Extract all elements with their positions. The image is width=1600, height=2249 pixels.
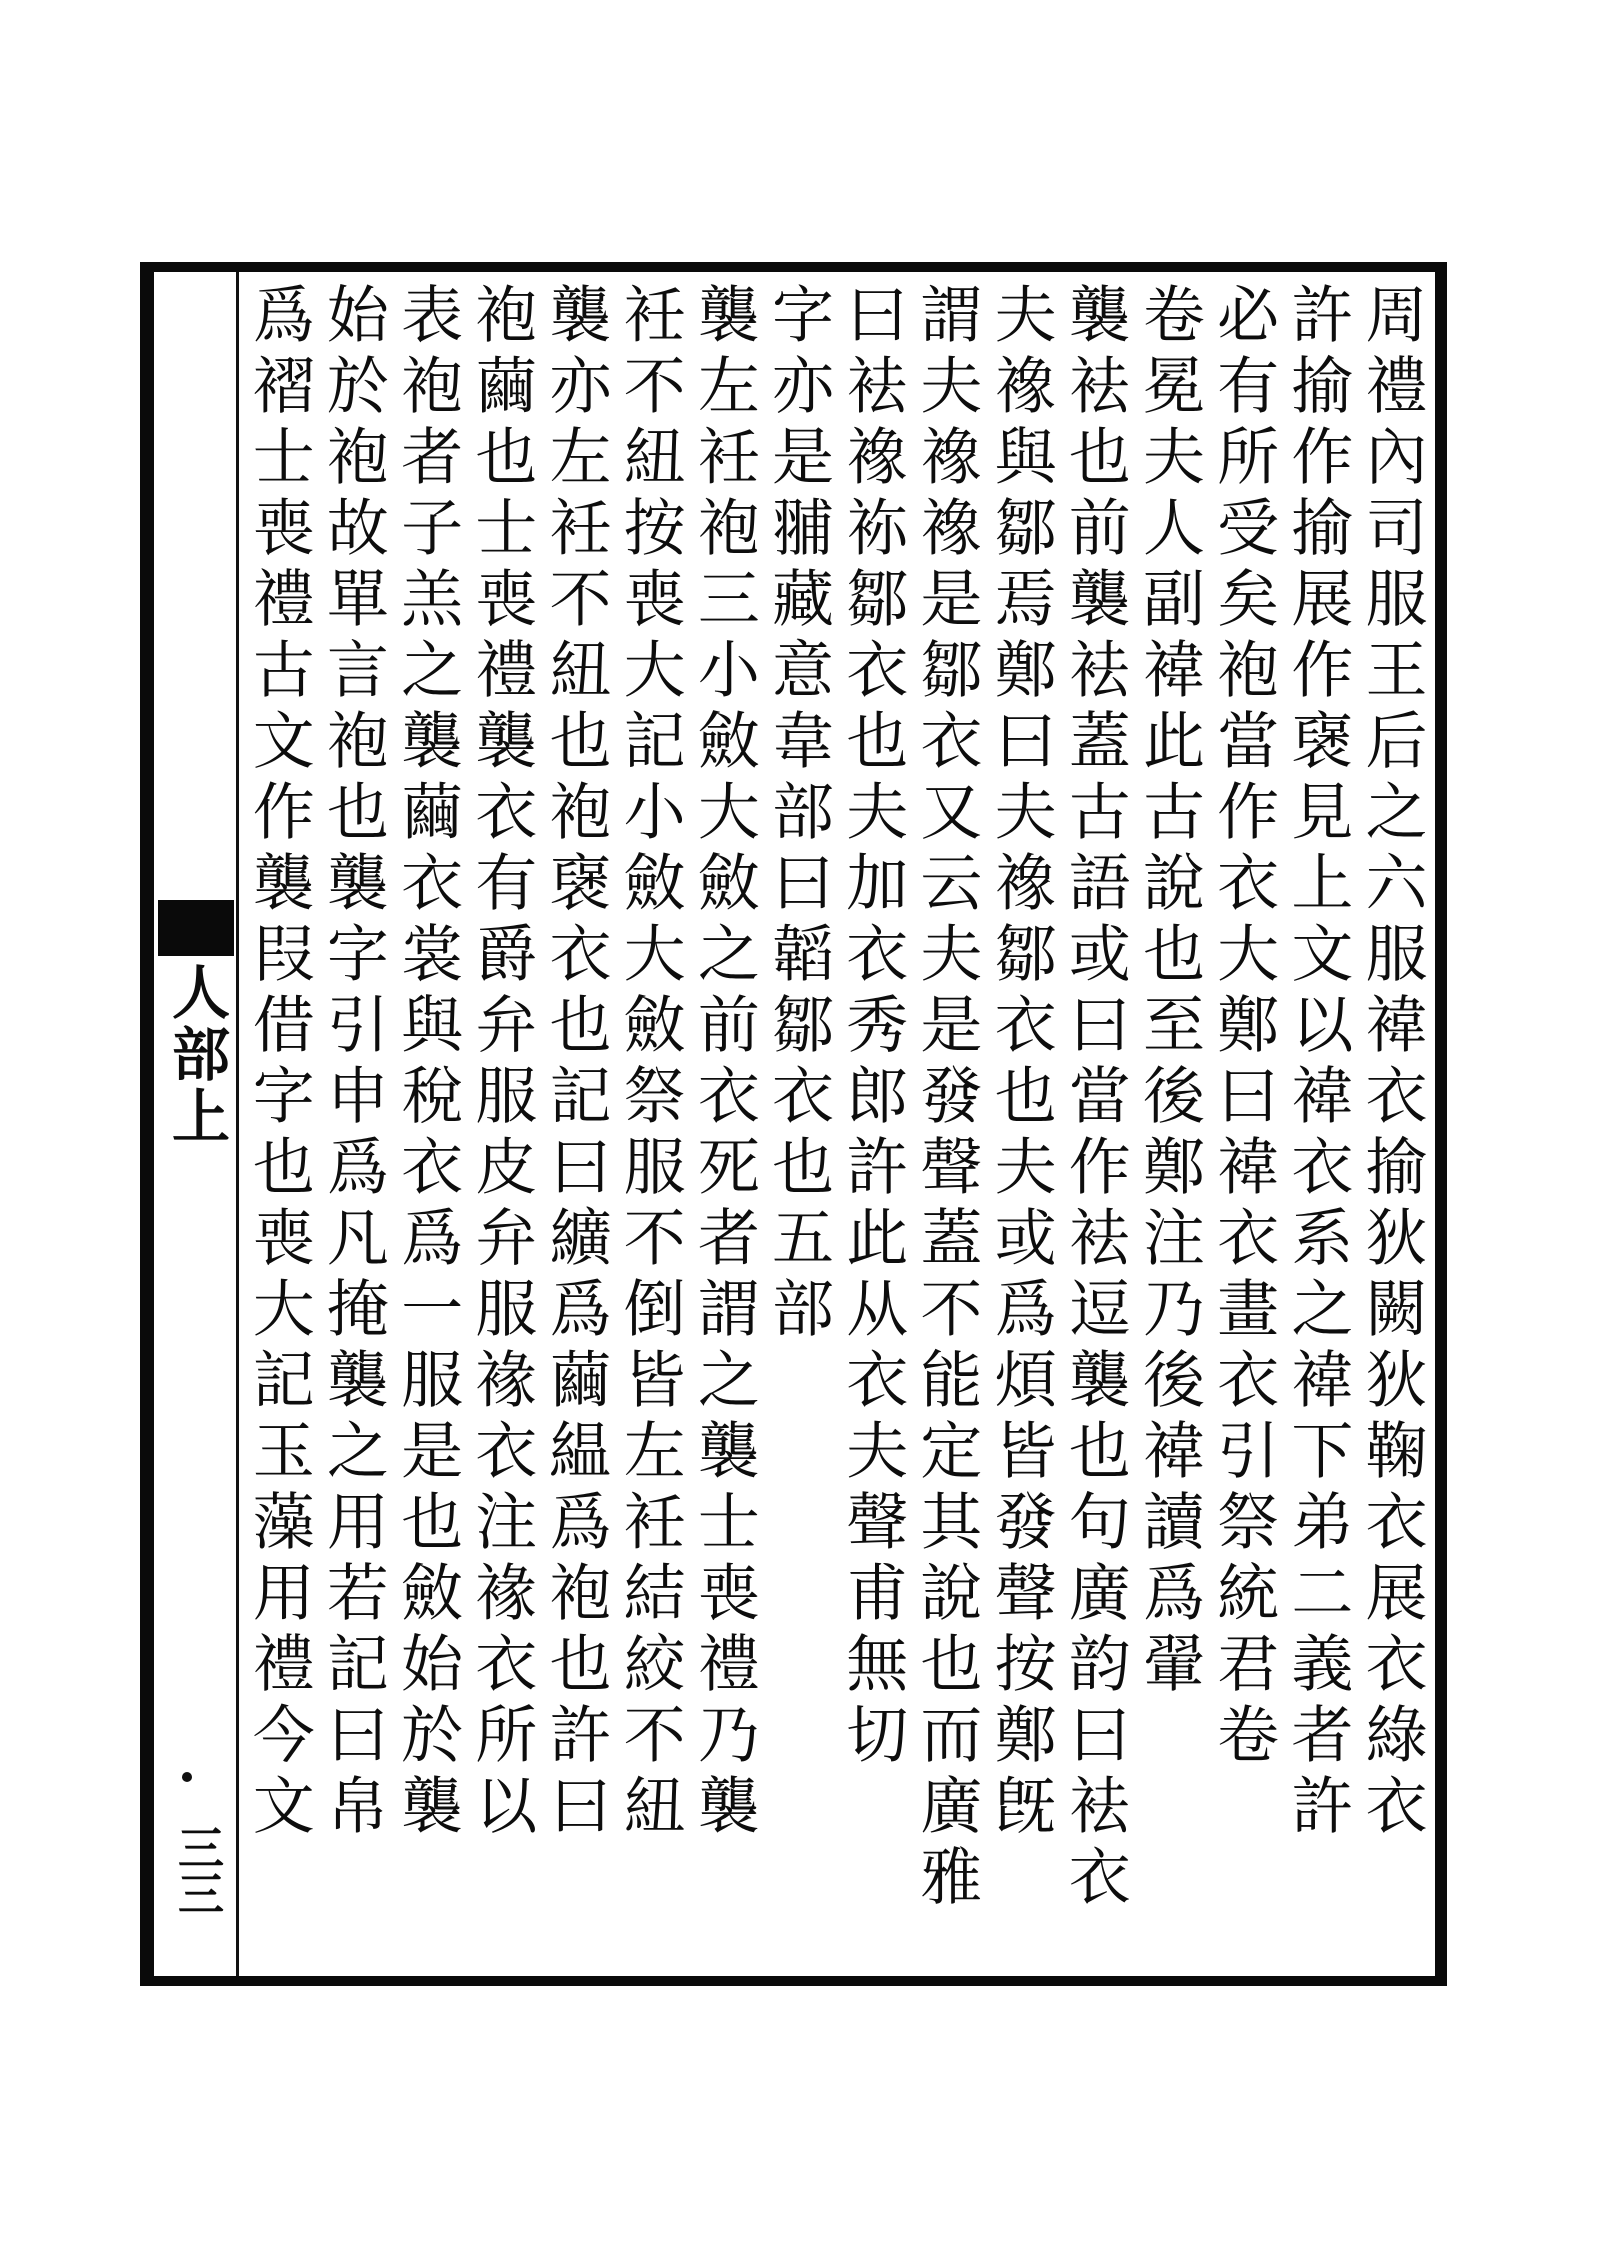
text-column-12: 襲亦左衽不紐也袍襃衣也記曰纊爲繭緼爲袍也許曰: [538, 282, 612, 1844]
margin-strip: [154, 272, 236, 1976]
margin-page-number: 三三: [171, 1824, 225, 1916]
text-columns: [242, 282, 1429, 1966]
text-column-15: 始於袍故單言袍也襲字引申爲凡掩襲之用若記曰帛: [316, 282, 390, 1844]
text-column-14: 表袍者子羔之襲繭衣裳與稅衣爲一服是也斂始於襲: [390, 282, 464, 1844]
margin-black-block: [158, 900, 234, 956]
text-column-13: 袍繭也士喪禮襲衣有爵弁服皮弁服褖衣注褖衣所以: [464, 282, 538, 1844]
text-column-5: 襲袪也前襲袪蓋古語或曰當作袪逗襲也句廣韵曰袪衣: [1058, 282, 1132, 1915]
text-column-10: 襲左衽袍三小斂大斂之前衣死者謂之襲士喪禮乃襲: [687, 282, 761, 1844]
margin-dot: [182, 1772, 192, 1782]
text-column-6: 夫襐與鄒焉鄭曰夫襐鄒衣也夫或爲煩皆發聲按鄭旣: [984, 282, 1058, 1844]
text-column-16: 爲褶士喪禮古文作襲叚借字也喪大記玉藻用禮今文: [242, 282, 316, 1844]
inner-rule: [236, 272, 239, 1976]
text-column-11: 衽不紐按喪大記小斂大斂祭服不倒皆左衽結絞不紐: [613, 282, 687, 1844]
text-column-1: 周禮內司服王后之六服褘衣揄狄闕狄鞠衣展衣綠衣: [1355, 282, 1428, 1844]
margin-title: 人部上: [162, 962, 230, 1148]
text-column-3: 必有所受矣袍當作衣大鄭曰褘衣畫衣引祭統君卷: [1206, 282, 1280, 1773]
text-column-2: 許揄作揄展作襃見上文以褘衣系之褘下弟二義者許: [1280, 282, 1354, 1844]
text-column-8: 曰袪襐袮鄒衣也夫加衣秀郎許此从衣夫聲甫無切: [835, 282, 909, 1773]
text-column-9: 字亦是䎍藏意韋部曰韜鄒衣也五部: [761, 282, 835, 1347]
text-column-7: 謂夫襐襐是鄒衣又云夫是發聲蓋不能定其說也而廣雅: [909, 282, 983, 1915]
page-frame: [140, 262, 1447, 1986]
text-column-4: 卷冕夫人副褘此古說也至後鄭注乃後褘讀爲翬: [1132, 282, 1206, 1702]
